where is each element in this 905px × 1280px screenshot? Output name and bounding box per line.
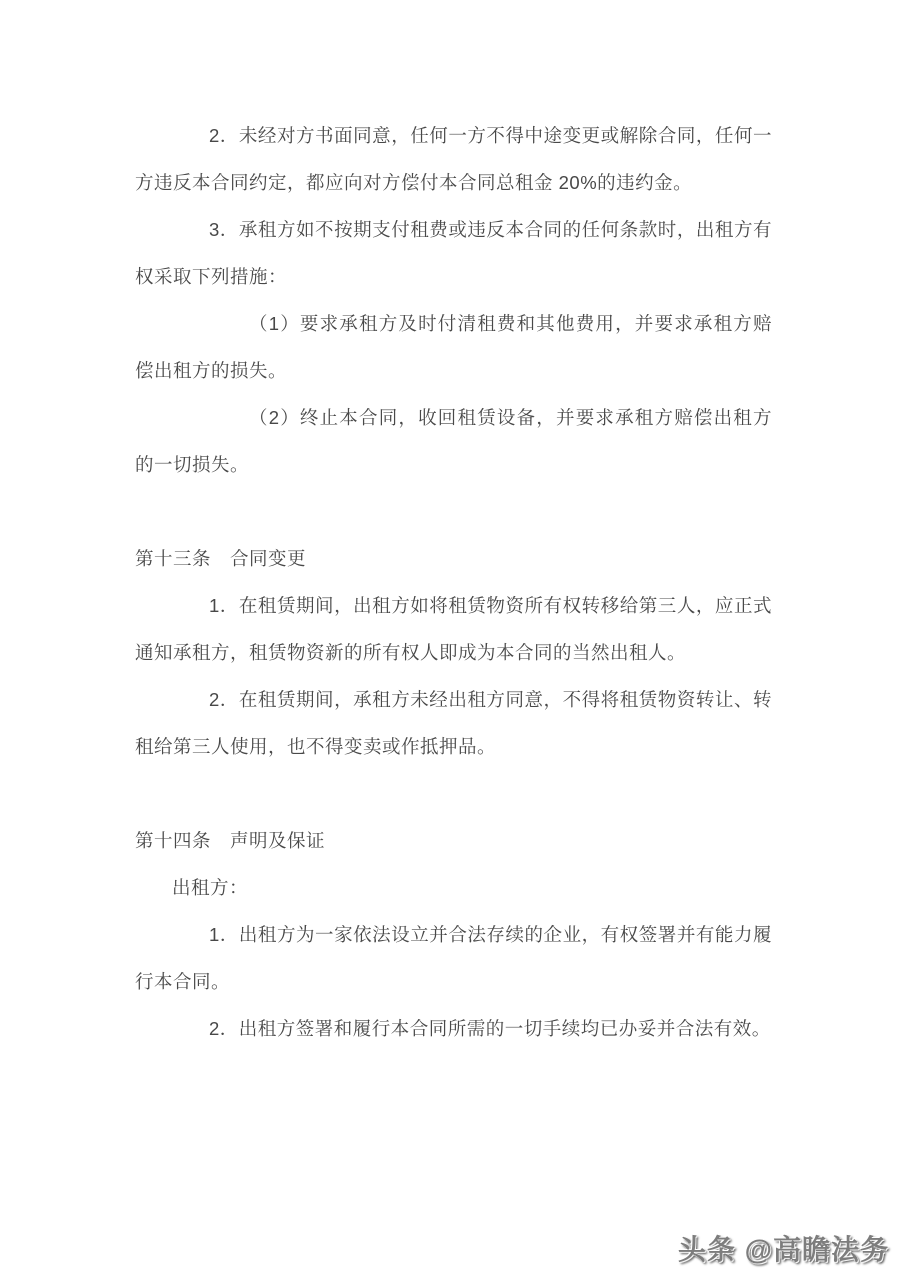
clause-paragraph: 3．承租方如不按期支付租费或违反本合同的任何条款时，出租方有权采取下列措施： [135, 219, 772, 287]
watermark: 头条 @高瞻法务 [677, 1234, 889, 1265]
article-heading-14: 第十四条 声明及保证 [135, 830, 326, 851]
clause-paragraph: 2．在租赁期间，承租方未经出租方同意，不得将租赁物资转让、转租给第三人使用，也不得变卖或作抵押品。 [135, 689, 772, 757]
article-heading-13: 第十三条 合同变更 [135, 548, 307, 569]
clause-paragraph: 1．在租赁期间，出租方如将租赁物资所有权转移给第三人，应正式通知承租方，租赁物资新的所有权人即成为本合同的当然出租人。 [135, 595, 772, 663]
party-label: 出租方： [172, 877, 249, 898]
clause-subitem: （2）终止本合同，收回租赁设备，并要求承租方赔偿出租方的一切损失。 [135, 407, 772, 475]
clause-subitem: （1）要求承租方及时付清租费和其他费用，并要求承租方赔偿出租方的损失。 [135, 313, 772, 381]
contract-body [135, 112, 772, 1052]
clause-paragraph: 2．未经对方书面同意，任何一方不得中途变更或解除合同，任何一方违反本合同约定，都应向对方偿付本合同总租金 20%的违约金。 [135, 125, 772, 193]
clause-paragraph: 2．出租方签署和履行本合同所需的一切手续均已办妥并合法有效。 [209, 1018, 771, 1039]
clause-paragraph: 1．出租方为一家依法设立并合法存续的企业，有权签署并有能力履行本合同。 [135, 924, 772, 992]
